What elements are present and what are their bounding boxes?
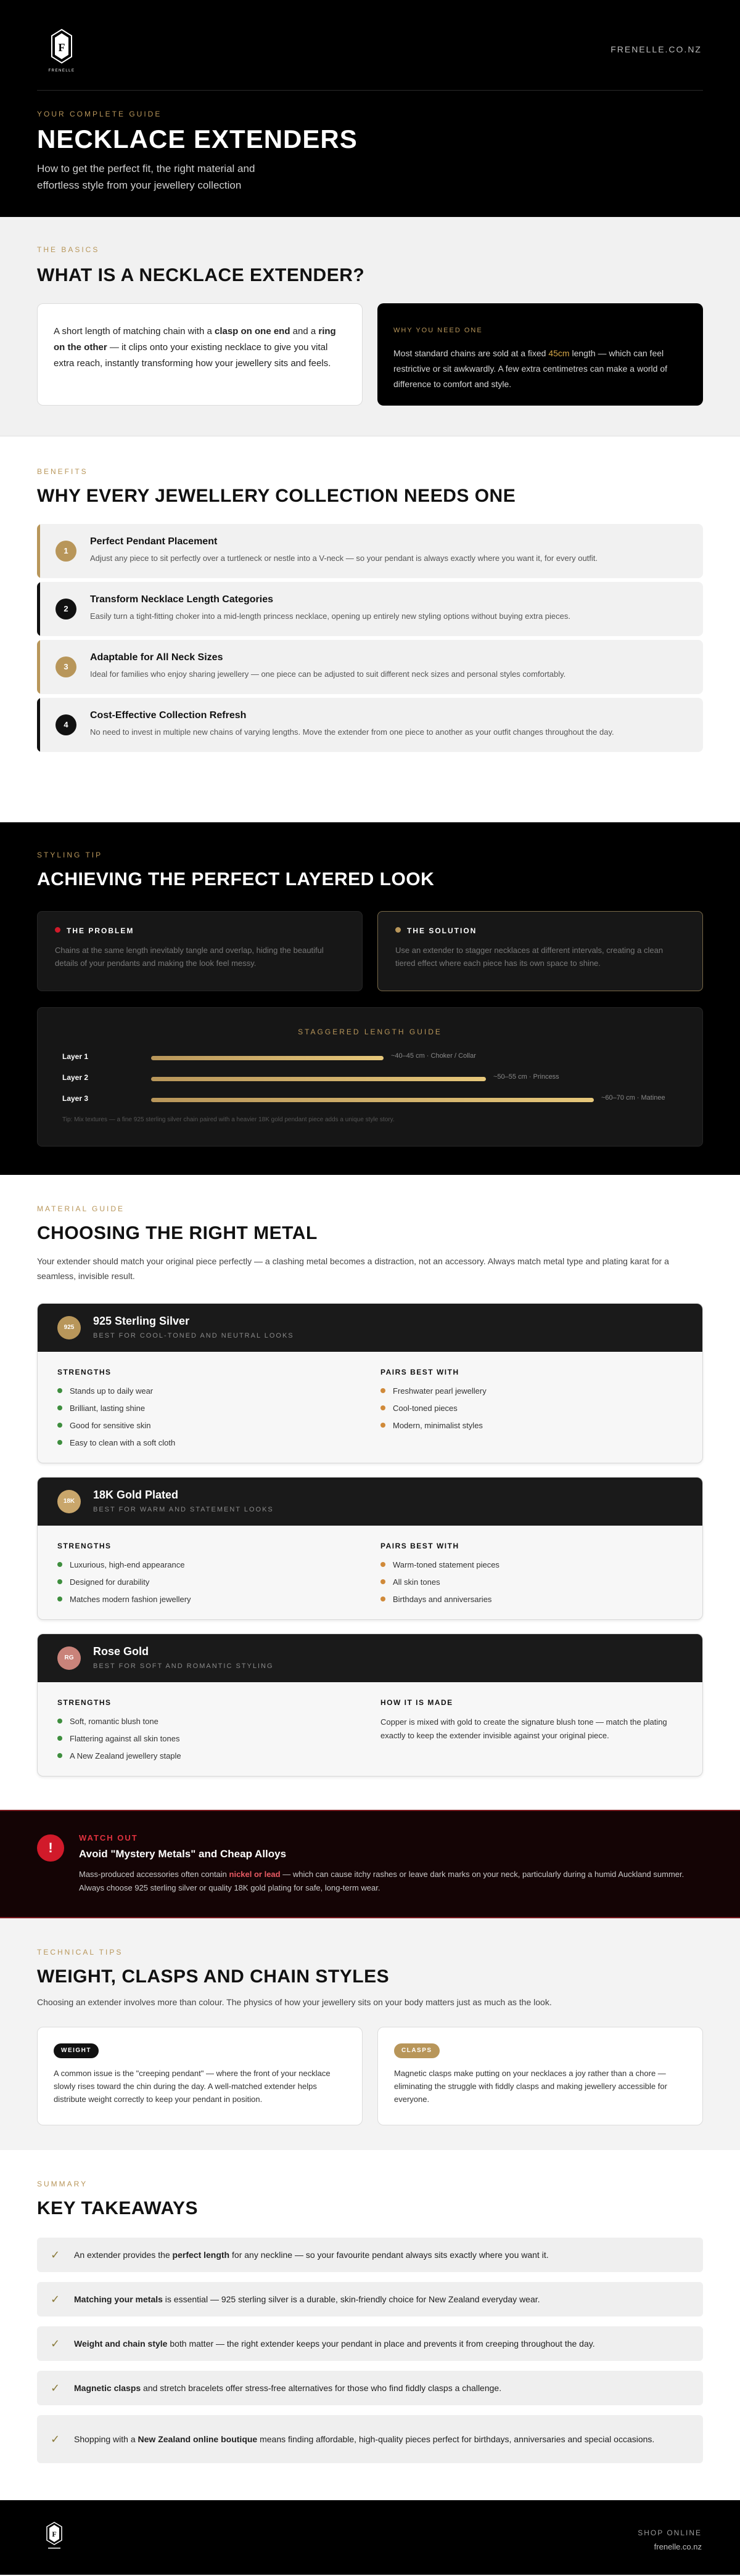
technical-pill: WEIGHT [54,2043,99,2058]
benefit-title: Adaptable for All Neck Sizes [90,652,223,663]
why-card-text: length — which can feel restrictive or sit awkwardly. A few extra centimetres can make a world of difference to comfort and style. [393,348,668,389]
benefit-number-badge: 2 [56,599,76,619]
benefit-desc: No need to invest in multiple new chains of varying lengths. Move the extender from one piece to another as your outfit changes throughout the day. [90,727,614,737]
why-card-text: Most standard chains are sold at a fixed [393,348,549,358]
benefit-card [37,524,703,578]
takeaway-bold: perfect length [172,2250,230,2260]
list-item: Warm-toned statement pieces [380,1559,500,1576]
page-subtitle: How to get the perfect fit, the right material and effortless style from your jewellery collection [37,163,255,191]
footer-domain-link[interactable]: frenelle.co.nz [654,2542,702,2551]
footer-shop-label: SHOP ONLINE [638,2529,702,2537]
takeaway-item [37,2371,703,2405]
metal-badge-icon: RG [57,1646,81,1670]
problem-desc: Chains at the same length inevitably tangle and overlap, hiding the beautiful details of your pendants and making the look feel messy. [55,946,324,968]
benefit-title: Cost-Effective Collection Refresh [90,710,247,721]
technical-card [37,2027,363,2125]
technical-section [0,1918,740,2150]
section-eyebrow: THE BASICS [37,245,100,254]
why-card [377,303,703,406]
section-title: WEIGHT, CLASPS AND CHAIN STYLES [37,1966,390,1987]
layer-name: Layer 2 [62,1073,89,1082]
benefit-card [37,582,703,636]
warning-eyebrow: WATCH OUT [79,1833,138,1842]
metal-badge-icon: 18K [57,1490,81,1513]
strengths-column [57,1698,181,1767]
technical-intro: Choosing an extender involves more than colour. The physics of how your jewellery sits on your body matters just as much as the look. [37,1997,552,2007]
metal-card [37,1303,703,1463]
takeaways-section [0,2150,740,2500]
benefit-desc: Adjust any piece to sit perfectly over a turtleneck or nestle into a V-neck — so your pendant is always exactly where you want it, for every outfit. [90,554,598,563]
pairs-column [380,1368,487,1437]
pairs-list [380,1385,487,1437]
guide-tip: Tip: Mix textures — a fine 925 sterling silver chain paired with a heavier 18K gold pendant piece adds a unique style story. [62,1116,395,1123]
benefit-card [37,698,703,752]
layer-length-label: ~60–70 cm · Matinee [601,1094,665,1102]
section-title: WHY EVERY JEWELLERY COLLECTION NEEDS ONE [37,486,516,506]
benefit-number-badge: 4 [56,714,76,735]
section-title: ACHIEVING THE PERFECT LAYERED LOOK [37,869,435,889]
footer-logo[interactable] [42,2520,67,2551]
problem-dot-icon [55,927,60,933]
page-title: NECKLACE EXTENDERS [37,125,358,153]
solution-dot-icon [395,927,401,933]
list-item: Stands up to daily wear [57,1385,175,1402]
list-item: Cool-toned pieces [380,1402,487,1420]
takeaway-text [74,2292,540,2306]
brand-logo[interactable] [39,27,84,74]
takeaway-item [37,2326,703,2361]
section-title: KEY TAKEAWAYS [37,2198,199,2218]
pairs-column [380,1542,500,1611]
section-eyebrow: TECHNICAL TIPS [37,1948,123,1957]
takeaway-bold: Matching your metals [74,2294,163,2304]
benefit-number-badge: 3 [56,656,76,677]
section-title: WHAT IS A NECKLACE EXTENDER? [37,265,365,285]
metals-intro: Your extender should match your original piece perfectly — a clashing metal becomes a distraction, not an accessory. Always match metal type and plating karat for a seamless, invisible result. [37,1256,669,1281]
layer-name: Layer 1 [62,1052,89,1061]
takeaway-text-part: for any neckline — so your favourite pendant always sits exactly where you want it. [229,2250,549,2260]
list-item: Soft, romantic blush tone [57,1715,181,1733]
layer-bar [151,1098,594,1102]
column-heading: STRENGTHS [57,1698,112,1707]
strengths-list [57,1385,175,1454]
definition-text: A short length of matching chain with a [54,326,215,337]
warning-text: Mass-produced accessories often contain [79,1870,229,1879]
hero-section [0,0,740,217]
section-eyebrow: BENEFITS [37,467,88,476]
warning-title: Avoid "Mystery Metals" and Cheap Alloys [79,1848,287,1860]
benefit-number-badge: 1 [56,541,76,562]
takeaway-item [37,2415,703,2463]
definition-bold: clasp on one end [214,326,290,337]
definition-card [37,303,363,406]
definition-bold: ring on the other [54,326,336,353]
takeaway-text-part: and stretch bracelets offer stress-free alternatives for those who find fiddly clasps a challenge. [141,2383,502,2393]
column-heading: HOW IT IS MADE [380,1698,453,1707]
strengths-column [57,1368,175,1454]
check-icon: ✓ [51,2249,60,2261]
technical-pill: CLASPS [394,2043,440,2058]
benefit-title: Perfect Pendant Placement [90,536,218,547]
problem-title: THE PROBLEM [67,926,134,935]
list-item: All skin tones [380,1576,500,1593]
warning-section [0,1810,740,1918]
pairs-list [380,1559,500,1611]
column-heading: PAIRS BEST WITH [380,1368,459,1376]
list-item: Designed for durability [57,1576,191,1593]
benefit-desc: Ideal for families who enjoy sharing jewellery — one piece can be adjusted to suit different neck sizes and personal styles comfortably. [90,669,566,679]
section-eyebrow: STYLING TIP [37,851,103,859]
takeaway-item [37,2238,703,2272]
list-item: Freshwater pearl jewellery [380,1385,487,1402]
warning-text: — which can cause itchy rashes or leave dark marks on your neck, particularly during a humid Auckland summer. Always choose 925 sterling silver or quality 18K gold plating for safe, long-term wear. [79,1870,684,1892]
check-icon: ✓ [51,2382,60,2394]
technical-desc: A common issue is the "creeping pendant" — where the front of your necklace slowly rises toward the chin during the day. A well-matched extender helps distribute weight correctly to keep your pendant in position. [54,2069,331,2104]
metal-subtitle: BEST FOR WARM AND STATEMENT LOOKS [93,1506,274,1513]
takeaway-text [74,2337,595,2350]
column-heading: STRENGTHS [57,1368,112,1376]
how-made-text: Copper is mixed with gold to create the signature blush tone — match the plating exactly to keep the extender invisible against your original piece. [380,1717,667,1740]
hero-eyebrow: YOUR COMPLETE GUIDE [37,110,162,118]
list-item: Easy to clean with a soft cloth [57,1437,175,1454]
definition-text: — it clips onto your existing necklace to give you vital extra reach, instantly transforming how your jewellery sits and feels. [54,342,331,369]
list-item: Flattering against all skin tones [57,1733,181,1750]
takeaway-text [74,2432,654,2446]
list-item: Luxurious, high-end appearance [57,1559,191,1576]
takeaway-item [37,2282,703,2316]
metal-card-header [38,1634,702,1682]
footer [0,2500,740,2575]
warning-highlight: nickel or lead [229,1870,281,1879]
check-icon: ✓ [51,2433,60,2445]
solution-desc: Use an extender to stagger necklaces at different intervals, creating a clean tiered effect where each piece has its own space to shine. [395,946,664,968]
metal-card-header [38,1304,702,1352]
check-icon: ✓ [51,2337,60,2350]
layer-row [62,1052,679,1065]
section-eyebrow: SUMMARY [37,2180,88,2188]
check-icon: ✓ [51,2293,60,2305]
layer-bar [151,1077,486,1081]
layer-bar [151,1056,384,1060]
benefit-card [37,640,703,694]
takeaway-text-part: Shopping with a [74,2434,138,2444]
problem-card [37,911,363,991]
metal-subtitle: BEST FOR COOL-TONED AND NEUTRAL LOOKS [93,1332,294,1339]
svg-text:F: F [58,41,65,54]
metal-subtitle: BEST FOR SOFT AND ROMANTIC STYLING [93,1662,274,1670]
strengths-list [57,1715,181,1767]
why-card-highlight: 45cm [548,348,570,358]
styling-section [0,822,740,1175]
list-item: Modern, minimalist styles [380,1420,487,1437]
benefit-desc: Easily turn a tight-fitting choker into a mid-length princess necklace, opening up entirely new styling options without buying extra pieces. [90,611,570,621]
svg-text:F: F [52,2530,57,2538]
divider [37,90,703,91]
warning-body [79,1868,702,1895]
metal-title: Rose Gold [93,1645,149,1658]
guide-title: STAGGERED LENGTH GUIDE [298,1028,442,1036]
solution-title: THE SOLUTION [407,926,477,935]
takeaway-text-part: both matter — the right extender keeps your pendant in place and prevents it from creeping throughout the day. [167,2339,595,2349]
metal-title: 18K Gold Plated [93,1489,179,1501]
pairs-column [380,1698,689,1743]
takeaway-bold: Weight and chain style [74,2339,168,2349]
takeaway-bold: New Zealand online boutique [138,2434,258,2444]
takeaway-text-part: means finding affordable, high-quality pieces perfect for birthdays, anniversaries and special occasions. [257,2434,655,2444]
takeaway-text [74,2381,501,2395]
takeaway-text [74,2248,549,2262]
site-domain-link[interactable]: FRENELLE.CO.NZ [610,44,702,54]
metal-title: 925 Sterling Silver [93,1315,190,1327]
metals-section [0,1175,740,1810]
section-eyebrow: MATERIAL GUIDE [37,1204,125,1213]
benefit-title: Transform Necklace Length Categories [90,594,273,605]
takeaway-text-part: is essential — 925 sterling silver is a durable, skin-friendly choice for New Zealand everyday wear. [162,2294,540,2304]
brand-name: FRENELLE [48,69,75,73]
technical-card [377,2027,703,2125]
benefit-accent-bar [37,582,40,636]
warning-icon: ! [37,1834,64,1862]
definition-text: and a [290,326,319,337]
list-item: A New Zealand jewellery staple [57,1750,181,1767]
solution-card [377,911,703,991]
metal-card [37,1634,703,1777]
list-item: Matches modern fashion jewellery [57,1593,191,1611]
why-card-label: WHY YOU NEED ONE [393,327,483,334]
strengths-list [57,1559,191,1611]
metal-badge-icon: 925 [57,1316,81,1339]
strengths-column [57,1542,191,1611]
metal-card [37,1477,703,1620]
layer-row [62,1094,679,1106]
column-heading: PAIRS BEST WITH [380,1542,459,1550]
column-heading: STRENGTHS [57,1542,112,1550]
takeaway-bold: Magnetic clasps [74,2383,141,2393]
staggered-length-guide [37,1007,703,1147]
benefits-section [0,436,740,822]
takeaway-text-part: An extender provides the [74,2250,173,2260]
technical-desc: Magnetic clasps make putting on your necklaces a joy rather than a chore — eliminating the struggle with fiddly clasps and making jewellery accessible for everyone. [394,2069,667,2104]
benefit-accent-bar [37,640,40,694]
benefit-accent-bar [37,698,40,752]
layer-length-label: ~40–45 cm · Choker / Collar [391,1052,476,1060]
list-item: Good for sensitive skin [57,1420,175,1437]
layer-row [62,1073,679,1086]
section-title: CHOOSING THE RIGHT METAL [37,1223,318,1243]
list-item: Brilliant, lasting shine [57,1402,175,1420]
metal-card-header [38,1478,702,1526]
list-item: Birthdays and anniversaries [380,1593,500,1611]
layer-length-label: ~50–55 cm · Princess [493,1073,559,1081]
benefit-accent-bar [37,524,40,578]
basics-section [0,217,740,436]
layer-name: Layer 3 [62,1094,89,1103]
